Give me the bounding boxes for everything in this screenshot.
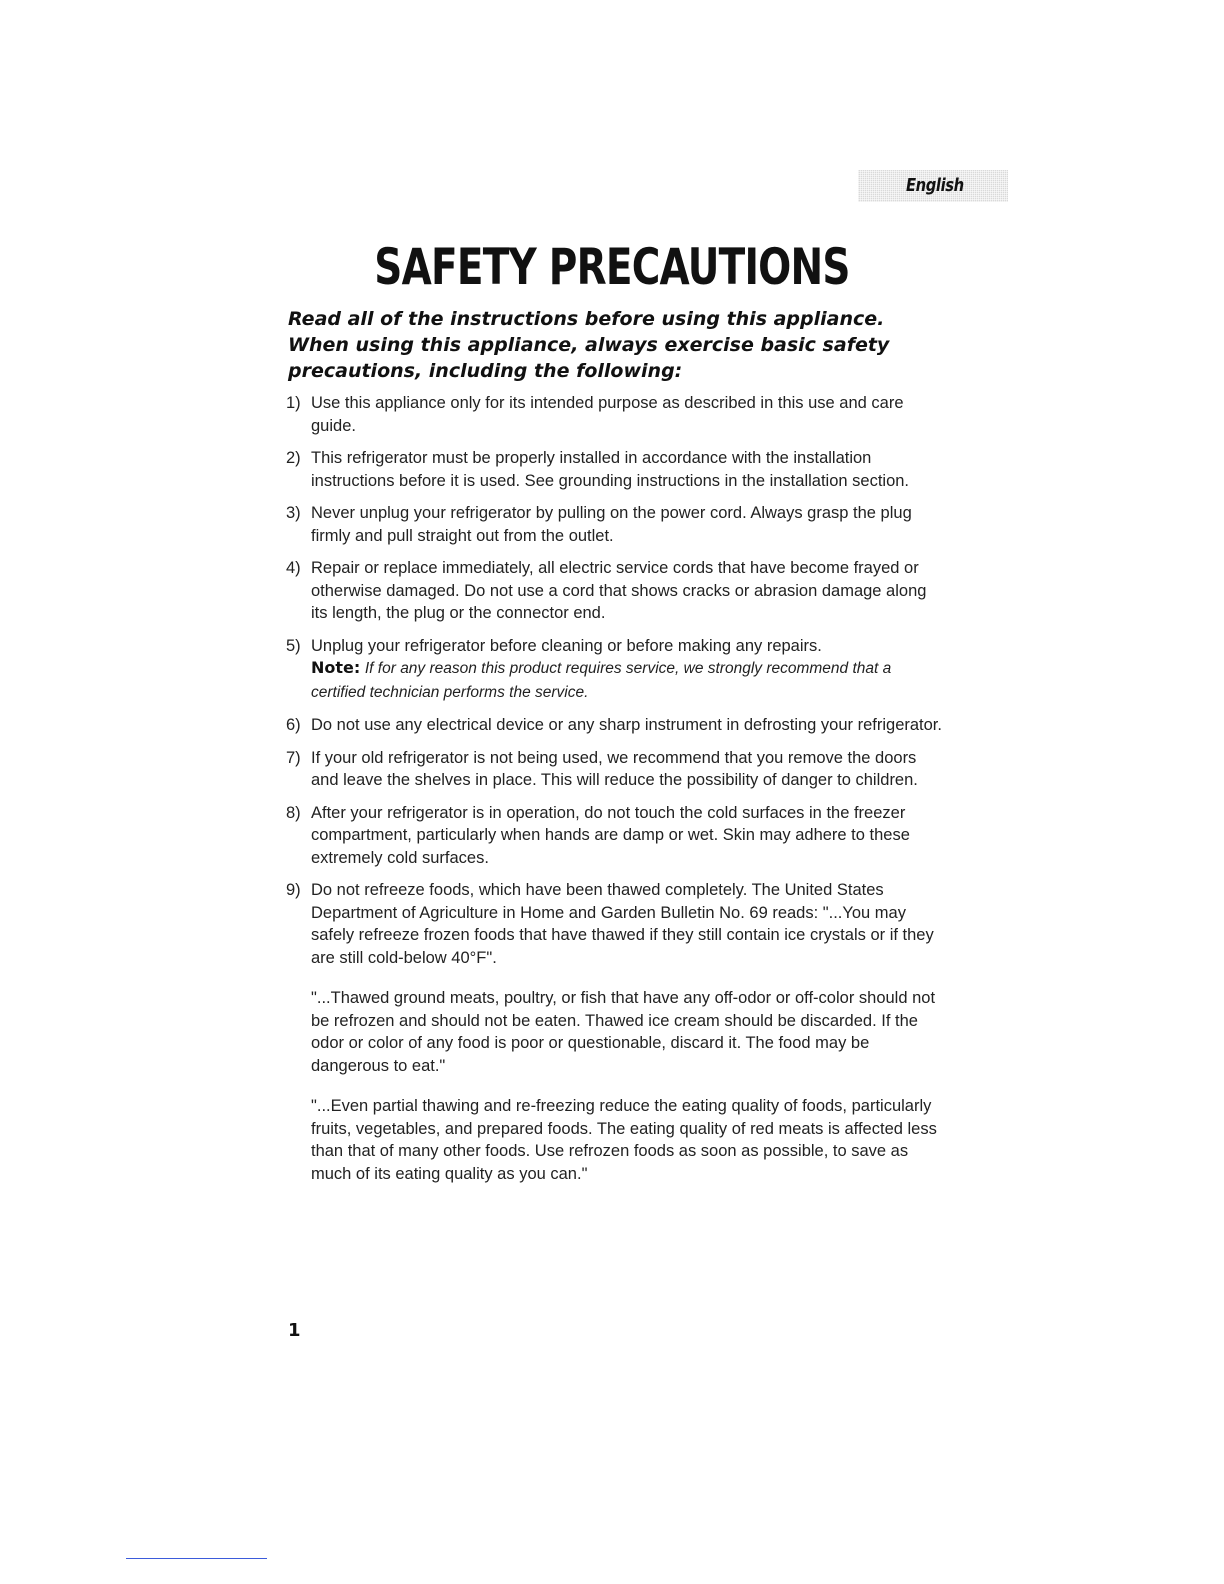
item-text: Unplug your refrigerator before cleaning or before making any repairs. xyxy=(311,636,822,655)
intro-paragraph: Read all of the instructions before using this appliance. When using this appliance, always exercise basic safety precautions, including the following: xyxy=(288,308,890,382)
item-number: 1) xyxy=(286,394,301,412)
quote-paragraph: "...Thawed ground meats, poultry, or fish that have any off-odor or off-color should not be refrozen and should not be eaten. Thawed ice cream should be discarded. If the odor or color of any food is poor or questionable, discard it. The food may be dangerous to eat." xyxy=(311,989,936,1075)
list-item xyxy=(286,502,946,547)
item-text: Use this appliance only for its intended purpose as described in this use and care guide. xyxy=(311,394,904,435)
list-item xyxy=(286,879,946,1185)
list-item xyxy=(286,802,946,870)
item-text: If your old refrigerator is not being used, we recommend that you remove the doors and leave the shelves in place. This will reduce the possibility of danger to children. xyxy=(311,748,918,789)
item-number: 2) xyxy=(286,449,301,467)
item-number: 7) xyxy=(286,748,301,767)
language-tab xyxy=(858,170,1008,202)
item-number: 5) xyxy=(286,636,301,655)
footer-rule xyxy=(126,1558,267,1559)
list-item xyxy=(286,392,946,437)
list-item xyxy=(286,557,946,625)
precautions-list xyxy=(286,392,946,1195)
item-number: 6) xyxy=(286,716,301,734)
quote-paragraph: "...Even partial thawing and re-freezing reduce the eating quality of foods, particularly fruits, vegetables, and prepared foods. The eating quality of red meats is affected less than that of many other foods. Use refrozen foods as soon as possible, to save as much of its eating quality as you can." xyxy=(311,1097,937,1183)
list-item xyxy=(286,714,946,737)
item-text: After your refrigerator is in operation, do not touch the cold surfaces in the freezer compartment, particularly when hands are damp or wet. Skin may adhere to these extremely cold surfaces. xyxy=(311,803,910,867)
item-number: 3) xyxy=(286,504,301,522)
item-text: This refrigerator must be properly installed in accordance with the installation instructions before it is used. See grounding instructions in the installation section. xyxy=(311,449,910,490)
item-number: 9) xyxy=(286,881,301,899)
page-number: 1 xyxy=(288,1320,301,1341)
note-text: If for any reason this product requires service, we strongly recommend that a certified technician performs the service. xyxy=(311,660,892,701)
list-item xyxy=(286,447,946,492)
page-title: SAFETY PRECAUTIONS xyxy=(374,238,850,296)
list-item xyxy=(286,635,946,705)
item-text: Never unplug your refrigerator by pulling on the power cord. Always grasp the plug firmly and pull straight out from the outlet. xyxy=(311,504,912,545)
item-number: 4) xyxy=(286,559,301,577)
language-label: English xyxy=(906,175,964,196)
list-item xyxy=(286,747,946,792)
item-text: Do not use any electrical device or any sharp instrument in defrosting your refrigerator. xyxy=(311,716,942,734)
item-text: Do not refreeze foods, which have been thawed completely. The United States Department of Agriculture in Home and Garden Bulletin No. 69 reads: "...You may safely refreeze frozen foods that have thawed if they still contain ice crystals or if they are still cold-below 40°F". xyxy=(311,881,934,967)
item-text: Repair or replace immediately, all electric service cords that have become frayed or otherwise damaged. Do not use a cord that shows cracks or abrasion damage along its length, the plug or the connector end. xyxy=(311,559,927,622)
item-number: 8) xyxy=(286,803,301,822)
note-label: Note: xyxy=(311,658,361,677)
